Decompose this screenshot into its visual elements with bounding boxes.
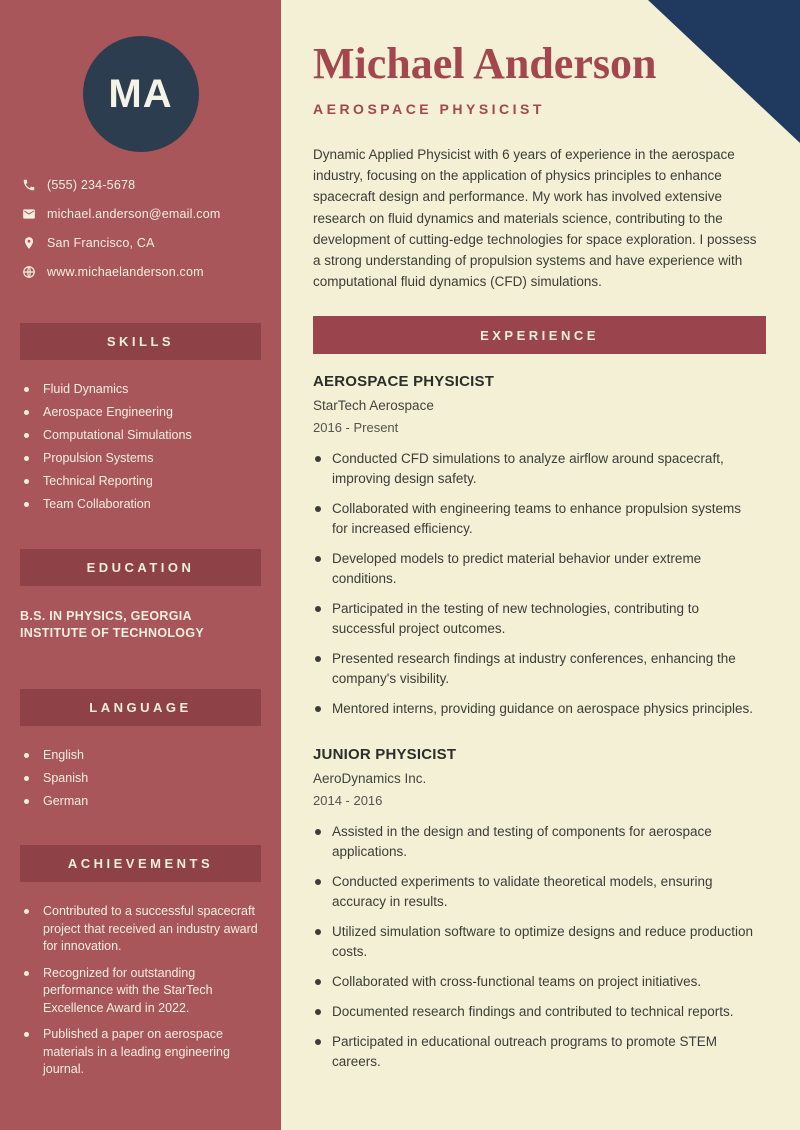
skill-item (24, 427, 261, 443)
language-list (24, 747, 261, 809)
job-dates: 2016 - Present (313, 420, 399, 436)
avatar-initials: MA (108, 71, 173, 116)
contact-phone (22, 178, 281, 192)
job-bullet (313, 699, 753, 719)
contact-section (0, 178, 281, 279)
location-icon (22, 236, 36, 250)
skill-item-label: Aerospace Engineering (43, 405, 173, 419)
summary-paragraph: Dynamic Applied Physicist with 6 years of experience in the aerospace industry, focusing on the application of physics principles to enhance spacecraft design and performance. My work has involved extensive research on fluid dynamics and materials science, contributing to the development of cutting-edge technologies for space exploration. I possess a strong understanding of propulsion systems and have experience with computational fluid dynamics (CFD) simulations. (313, 147, 757, 290)
achievements-header (20, 845, 261, 882)
achievement-item (24, 965, 261, 1018)
contact-website (22, 265, 281, 279)
skill-item (24, 404, 261, 420)
language-item (24, 747, 261, 763)
globe-icon (22, 265, 36, 279)
email-text: michael.anderson@email.com (47, 207, 221, 221)
job-bullet-text: Conducted experiments to validate theoretical models, ensuring accuracy in results. (332, 874, 713, 910)
language-item (24, 770, 261, 786)
person-job-title: AEROSPACE PHYSICIST (313, 101, 545, 117)
job-bullet-text: Presented research findings at industry conferences, enhancing the company's visibility. (332, 651, 736, 687)
main-content (281, 0, 800, 1130)
education-header (20, 549, 261, 586)
job-bullet (313, 872, 753, 912)
education-header-label: EDUCATION (86, 560, 195, 575)
achievement-item-text: Recognized for outstanding performance with the StarTech Excellence Award in 2022. (43, 965, 213, 1015)
achievement-item (24, 1026, 261, 1079)
job-bullet-text: Collaborated with engineering teams to enhance propulsion systems for increased efficiency. (332, 501, 741, 537)
job-bullet (313, 549, 753, 589)
achievements-header-label: ACHIEVEMENTS (67, 856, 214, 871)
experience-header-label: EXPERIENCE (480, 327, 599, 343)
job-bullet-text: Collaborated with cross-functional teams on project initiatives. (332, 974, 702, 990)
location-text: San Francisco, CA (47, 236, 155, 250)
achievement-item-text: Published a paper on aerospace materials in a leading engineering journal. (43, 1027, 230, 1076)
skills-list (24, 381, 261, 512)
job-title: JUNIOR PHYSICIST (313, 746, 457, 764)
language-header (20, 689, 261, 726)
skill-item-label: Team Collaboration (43, 497, 151, 511)
contact-location (22, 236, 281, 250)
language-header-label: LANGUAGE (89, 700, 192, 715)
job-company: StarTech Aerospace (313, 398, 434, 414)
achievement-item (24, 903, 261, 956)
language-item-label: German (43, 794, 89, 808)
job-bullet (313, 649, 753, 689)
avatar (83, 36, 199, 152)
skill-item (24, 473, 261, 489)
job-bullet-text: Utilized simulation software to optimize designs and reduce production costs. (332, 924, 753, 960)
job-bullet (313, 599, 753, 639)
person-name: Michael Anderson (313, 39, 657, 88)
job-bullet (313, 972, 753, 992)
job-bullet-text: Mentored interns, providing guidance on aerospace physics principles. (332, 701, 753, 717)
job-bullet (313, 499, 753, 539)
education-degree: B.S. IN PHYSICS, GEORGIA INSTITUTE OF TECHNOLOGY (20, 609, 204, 640)
job-bullet (313, 822, 753, 862)
skill-item-label: Propulsion Systems (43, 451, 154, 465)
job-company: AeroDynamics Inc. (313, 771, 427, 787)
achievements-list (24, 903, 261, 1079)
job-bullet-list (313, 449, 766, 719)
email-icon (22, 207, 36, 221)
experience-section-header (313, 316, 766, 354)
achievement-item-text: Contributed to a successful spacecraft project that received an industry award for innovation. (43, 904, 258, 953)
job-entry-2 (313, 746, 766, 1072)
contact-email (22, 207, 281, 221)
job-dates: 2014 - 2016 (313, 793, 383, 809)
job-bullet (313, 1032, 753, 1072)
job-bullet-list (313, 822, 766, 1072)
language-item (24, 793, 261, 809)
job-bullet (313, 1002, 753, 1022)
job-title: AEROSPACE PHYSICIST (313, 373, 495, 391)
skill-item-label: Fluid Dynamics (43, 382, 129, 396)
job-bullet (313, 449, 753, 489)
skill-item (24, 450, 261, 466)
skills-header-label: SKILLS (106, 334, 175, 349)
skill-item-label: Computational Simulations (43, 428, 192, 442)
sidebar (0, 0, 281, 1130)
job-bullet-text: Participated in educational outreach programs to promote STEM careers. (332, 1034, 717, 1070)
job-bullet-text: Developed models to predict material behavior under extreme conditions. (332, 551, 702, 587)
job-bullet-text: Documented research findings and contributed to technical reports. (332, 1004, 734, 1020)
skill-item-label: Technical Reporting (43, 474, 153, 488)
phone-text: (555) 234-5678 (47, 178, 136, 192)
skill-item (24, 381, 261, 397)
job-bullet-text: Participated in the testing of new technologies, contributing to successful project outcomes. (332, 601, 699, 637)
skill-item (24, 496, 261, 512)
language-item-label: Spanish (43, 771, 89, 785)
skills-header (20, 323, 261, 360)
phone-icon (22, 178, 36, 192)
website-text: www.michaelanderson.com (47, 265, 204, 279)
language-item-label: English (43, 748, 84, 762)
job-bullet-text: Conducted CFD simulations to analyze airflow around spacecraft, improving design safety. (332, 451, 724, 487)
job-entry-1 (313, 373, 766, 719)
job-bullet-text: Assisted in the design and testing of components for aerospace applications. (332, 824, 712, 860)
job-bullet (313, 922, 753, 962)
